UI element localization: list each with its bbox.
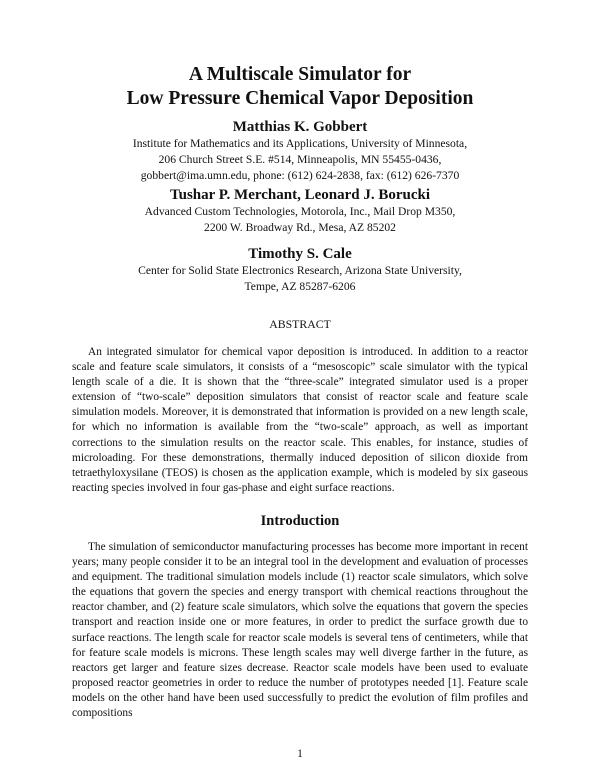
abstract-heading: ABSTRACT (269, 317, 331, 331)
affiliation-line: Institute for Mathematics and its Applications, University of Minnesota, (132, 137, 468, 150)
introduction-text: The simulation of semiconductor manufacturing processes has become more important in recent years; many people consider it to be an integral tool in the development and evaluation of processes and equipment. The traditional simulation models include (1) reactor scale simulators, which solve the equations that govern the species and energy transport with chemical reactions throughout the reactor chamber, and (2) feature scale simulators, which solve the equations that govern the species transport and reaction inside one or more features, in order to predict the surface growth due to surface reactions. The length scale for reactor scale models is several tens of centimeters, while that for feature scale models is microns. These length scales may well diverge farther in the future, as reactors get larger and feature sizes decrease. Reactor scale models have been used to evaluate proposed reactor geometries in order to reduce the number of prototypes needed [1]. Feature scale models on the other hand have been used successfully to predict the evolution of film profiles and compositions (72, 541, 528, 720)
author-name: Timothy S. Cale (248, 246, 352, 262)
author-name: Matthias K. Gobbert (232, 119, 368, 135)
affiliation-line: Center for Solid State Electronics Research, Arizona State University, (138, 264, 462, 277)
title-line-1: A Multiscale Simulator for (188, 64, 412, 85)
abstract-text: An integrated simulator for chemical vapor deposition is introduced. In addition to a reactor scale and feature scale simulators, it consists of a “mesoscopic” scale simulator with the typical length scale of a die. It is shown that the “three-scale” integrated simulator used is a proper extension of “two-scale” deposition simulators that consist of reactor scale and feature scale simulation models. Moreover, it is demonstrated that information is provided on a new length scale, for which no information is available from the “two-scale” approach, as well as important corrections to the simulation results on the reactor scale. This enables, for instance, studies of microloading. For these demonstrations, thermally induced deposition of silicon dioxide from tetraethyloxysilane (TEOS) is chosen as the application example, which is modeled by six gaseous reacting species involved in four gas-phase and eight surface reactions. (72, 346, 528, 494)
title-line-2: Low Pressure Chemical Vapor Deposition (126, 88, 474, 109)
affiliation-line: 206 Church Street S.E. #514, Minneapolis, MN 55455-0436, (158, 153, 442, 166)
author-block-2 (0, 186, 600, 236)
author-block-1 (0, 118, 600, 184)
affiliation-line: 2200 W. Broadway Rd., Mesa, AZ 85202 (204, 221, 396, 234)
paper-title (0, 63, 600, 111)
affiliation-line: Tempe, AZ 85287-6206 (244, 280, 356, 293)
author-name: Tushar P. Merchant, Leonard J. Borucki (169, 187, 431, 203)
affiliation-line: Advanced Custom Technologies, Motorola, Inc., Mail Drop M350, (144, 205, 456, 218)
introduction-heading: Introduction (260, 513, 340, 529)
author-block-3 (0, 245, 600, 295)
page-number: 1 (297, 748, 303, 760)
affiliation-line: gobbert@ima.umn.edu, phone: (612) 624-2838, fax: (612) 626-7370 (140, 169, 460, 182)
